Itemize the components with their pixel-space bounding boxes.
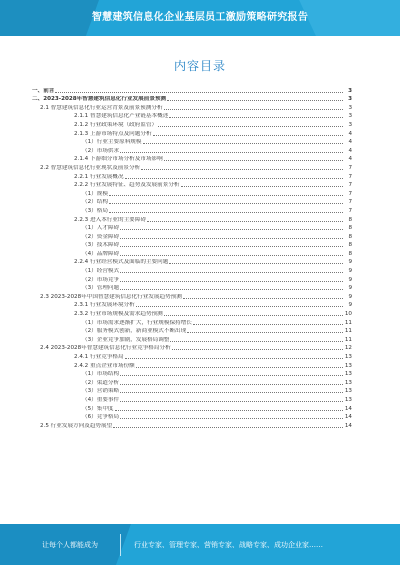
footer-slogan-left: 让每个人都能成为 <box>42 541 98 549</box>
toc-leader-dots <box>120 229 343 230</box>
toc-entry-title: （2）服务模式创新，新商业模式不断出现 <box>82 328 187 335</box>
toc-entry-page: 9 <box>348 293 352 300</box>
toc-entry-page: 3 <box>348 104 352 111</box>
toc-leader-dots <box>136 306 343 307</box>
toc-entry-title: 一、前言 <box>32 87 55 94</box>
toc-entry-page: 14 <box>344 414 352 421</box>
toc-entry-title: 2.3.2 行业市场规模及需求趋势预测 <box>74 311 163 318</box>
toc-entry-title: （1）市场结构 <box>82 371 120 378</box>
toc-leader-dots <box>167 100 343 101</box>
toc-entry-page: 7 <box>348 182 352 189</box>
toc-entry-title: 2.4 2023-2028年智慧建筑信息化行业竞争格局分析 <box>40 345 171 352</box>
toc-entry[interactable] <box>30 404 352 413</box>
toc-entry-page: 8 <box>348 225 352 232</box>
toc-entry-title: （2）结构 <box>82 199 108 206</box>
toc-entry-page: 9 <box>348 259 352 266</box>
toc-leader-dots <box>120 255 343 256</box>
toc-entry[interactable] <box>30 215 352 224</box>
toc-leader-dots <box>120 272 343 273</box>
toc-entry[interactable] <box>30 155 352 164</box>
toc-leader-dots <box>109 203 343 204</box>
toc-leader-dots <box>164 160 343 161</box>
toc-entry-title: （6）竞争格局 <box>82 414 120 421</box>
toc-entry-title: 2.1.1 智慧建筑信息化产业链基本概述 <box>74 113 169 120</box>
toc-entry[interactable] <box>30 344 352 353</box>
toc-entry-page: 4 <box>348 156 352 163</box>
toc-entry-page: 3 <box>348 113 352 120</box>
toc-entry-page: 8 <box>348 233 352 240</box>
table-of-contents <box>30 86 352 430</box>
toc-entry-title: 2.2.2 行业发展特征、趋势及发展前景分析 <box>74 182 180 189</box>
toc-entry-title: （1）行业主要原料规模 <box>82 139 142 146</box>
toc-entry-page: 9 <box>348 276 352 283</box>
toc-entry-page: 14 <box>344 422 352 429</box>
toc-entry[interactable] <box>30 266 352 275</box>
toc-entry[interactable] <box>30 361 352 370</box>
toc-leader-dots <box>169 117 343 118</box>
toc-entry[interactable] <box>30 284 352 293</box>
toc-entry[interactable] <box>30 335 352 344</box>
toc-entry-page: 9 <box>348 268 352 275</box>
toc-entry-page: 14 <box>344 405 352 412</box>
toc-entry-title: （3）格局 <box>82 207 108 214</box>
toc-entry-page: 4 <box>348 130 352 137</box>
toc-entry-title: （2）渠道分析 <box>82 379 120 386</box>
toc-leader-dots <box>120 418 343 419</box>
toc-leader-dots <box>187 332 343 333</box>
toc-entry-page: 13 <box>344 388 352 395</box>
toc-entry[interactable] <box>30 301 352 310</box>
toc-entry[interactable] <box>30 163 352 172</box>
toc-entry-page: 4 <box>348 139 352 146</box>
toc-entry-title: 2.3.1 行业发展环境分析 <box>74 302 135 309</box>
toc-entry-title: 2.2 智慧建筑信息化行业现状及前景分析 <box>40 164 141 171</box>
toc-entry[interactable] <box>30 86 352 95</box>
toc-entry[interactable] <box>30 112 352 121</box>
toc-entry[interactable] <box>30 387 352 396</box>
toc-entry[interactable] <box>30 198 352 207</box>
toc-entry-page: 11 <box>344 319 352 326</box>
toc-entry-title: （1）规模 <box>82 190 108 197</box>
toc-entry[interactable] <box>30 413 352 422</box>
toc-entry[interactable] <box>30 249 352 258</box>
toc-entry-page: 13 <box>344 396 352 403</box>
toc-entry[interactable] <box>30 138 352 147</box>
toc-entry-title: （3）技术障碍 <box>82 242 120 249</box>
toc-entry-title: （2）资金障碍 <box>82 233 120 240</box>
toc-leader-dots <box>120 401 343 402</box>
toc-leader-dots <box>141 169 343 170</box>
toc-leader-dots <box>120 238 343 239</box>
toc-entry-page: 3 <box>348 121 352 128</box>
toc-entry-title: 2.2.4 行业经营模式及面临的主要问题 <box>74 259 169 266</box>
toc-entry-page: 7 <box>348 199 352 206</box>
toc-entry-title: （3）管理问题 <box>82 285 120 292</box>
toc-entry-page: 8 <box>348 242 352 249</box>
toc-entry[interactable] <box>30 241 352 250</box>
toc-entry[interactable] <box>30 95 352 104</box>
toc-entry-title: 2.4.1 行业竞争格局 <box>74 354 124 360</box>
toc-leader-dots <box>193 324 343 325</box>
toc-entry-page: 9 <box>348 285 352 292</box>
toc-entry-title: 2.1 智慧建筑信息化行业运营背景及前景预测分析 <box>40 104 163 111</box>
toc-entry-title: （3）企业竞争加剧，发展格局调整 <box>82 336 170 343</box>
toc-entry-page: 3 <box>348 96 352 103</box>
toc-entry-page: 3 <box>348 87 352 94</box>
footer-divider <box>120 534 121 556</box>
toc-entry[interactable] <box>30 224 352 233</box>
toc-entry[interactable] <box>30 232 352 241</box>
footer-slogan-right: 行业专家、管理专家、营销专家、战略专家、成功企业家…… <box>134 541 323 549</box>
toc-entry[interactable] <box>30 189 352 198</box>
toc-heading: 内容目录 <box>173 59 226 73</box>
toc-entry[interactable] <box>30 129 352 138</box>
toc-leader-dots <box>125 358 343 359</box>
toc-entry-title: （5）集中度 <box>82 405 114 412</box>
toc-entry-page: 13 <box>344 371 352 378</box>
toc-leader-dots <box>120 152 343 153</box>
report-title: 智慧建筑信息化企业基层员工激励策略研究报告 <box>91 12 309 23</box>
toc-entry-title: 2.1.2 行业政策环境（政府监管） <box>74 121 158 128</box>
toc-entry[interactable] <box>30 318 352 327</box>
toc-leader-dots <box>181 186 343 187</box>
toc-entry-page: 7 <box>348 207 352 214</box>
toc-entry[interactable] <box>30 370 352 379</box>
toc-entry-title: （4）重要事件 <box>82 396 120 403</box>
toc-entry-page: 12 <box>344 345 352 352</box>
toc-leader-dots <box>120 289 343 290</box>
toc-leader-dots <box>183 298 343 299</box>
toc-leader-dots <box>170 341 343 342</box>
toc-entry-page: 13 <box>344 354 352 360</box>
footer-banner <box>0 524 400 565</box>
toc-leader-dots <box>120 246 343 247</box>
toc-entry[interactable] <box>30 120 352 129</box>
toc-entry-title: 2.2.1 行业发展概况 <box>74 173 124 180</box>
toc-leader-dots <box>136 367 343 368</box>
toc-leader-dots <box>147 221 343 222</box>
toc-leader-dots <box>164 315 343 316</box>
toc-entry-page: 8 <box>348 216 352 223</box>
toc-entry-title: 二、2023-2028年智慧建筑信息化行业发展前景预测 <box>32 96 167 103</box>
toc-entry[interactable] <box>30 292 352 301</box>
toc-entry-title: （3）营销策略 <box>82 388 120 395</box>
toc-entry-title: 2.1.3 上游市场特点及问题分析 <box>74 130 152 137</box>
toc-entry-page: 13 <box>344 362 352 369</box>
toc-entry-page: 7 <box>348 173 352 180</box>
toc-leader-dots <box>125 178 343 179</box>
toc-entry[interactable] <box>30 352 352 361</box>
toc-entry[interactable] <box>30 103 352 112</box>
toc-leader-dots <box>120 384 343 385</box>
toc-entry-title: 2.4.2 重点企业市场份额 <box>74 362 135 369</box>
toc-leader-dots <box>153 135 343 136</box>
toc-leader-dots <box>120 375 343 376</box>
toc-entry-title: 2.1.4 下游细分市场分析及市场影响 <box>74 156 163 163</box>
toc-entry-title: （1）经营模式 <box>82 268 120 275</box>
toc-leader-dots <box>113 427 343 428</box>
toc-leader-dots <box>120 281 343 282</box>
toc-leader-dots <box>115 410 343 411</box>
toc-entry-page: 11 <box>344 336 352 343</box>
toc-entry-title: （2）市场竞争 <box>82 276 120 283</box>
toc-entry-title: 2.3 2023-2028年中国智慧建筑信息化行业发展趋势预测 <box>40 293 182 300</box>
toc-entry-title: 2.5 行业发展方向及趋势展望 <box>40 422 113 429</box>
toc-leader-dots <box>164 109 343 110</box>
toc-entry-page: 11 <box>344 328 352 335</box>
toc-entry-page: 7 <box>348 190 352 197</box>
toc-entry-page: 4 <box>348 147 352 154</box>
toc-entry-page: 10 <box>344 311 352 318</box>
toc-entry-page: 8 <box>348 250 352 257</box>
toc-leader-dots <box>120 392 343 393</box>
toc-entry-page: 13 <box>344 379 352 386</box>
toc-leader-dots <box>55 92 343 93</box>
toc-entry[interactable] <box>30 309 352 318</box>
toc-leader-dots <box>158 126 343 127</box>
toc-entry[interactable] <box>30 258 352 267</box>
toc-entry-title: 2.2.3 进入本行业的主要障碍 <box>74 216 146 223</box>
toc-entry-page: 9 <box>348 302 352 309</box>
toc-entry-title: （1）人才障碍 <box>82 225 120 232</box>
toc-entry[interactable] <box>30 327 352 336</box>
toc-leader-dots <box>172 349 343 350</box>
toc-entry-title: （1）市场需求逐渐扩大，行业规模保持增长 <box>82 319 192 326</box>
toc-entry[interactable] <box>30 181 352 190</box>
toc-entry[interactable] <box>30 395 352 404</box>
toc-entry[interactable] <box>30 172 352 181</box>
toc-leader-dots <box>109 212 343 213</box>
toc-leader-dots <box>169 263 343 264</box>
toc-leader-dots <box>109 195 343 196</box>
toc-entry[interactable] <box>30 421 352 430</box>
toc-entry[interactable] <box>30 146 352 155</box>
toc-entry-title: （2）市场供求 <box>82 147 120 154</box>
toc-entry-page: 7 <box>348 164 352 171</box>
toc-entry[interactable] <box>30 206 352 215</box>
toc-entry[interactable] <box>30 378 352 387</box>
toc-entry[interactable] <box>30 275 352 284</box>
toc-entry-title: （4）品牌障碍 <box>82 250 120 257</box>
toc-leader-dots <box>143 143 344 144</box>
